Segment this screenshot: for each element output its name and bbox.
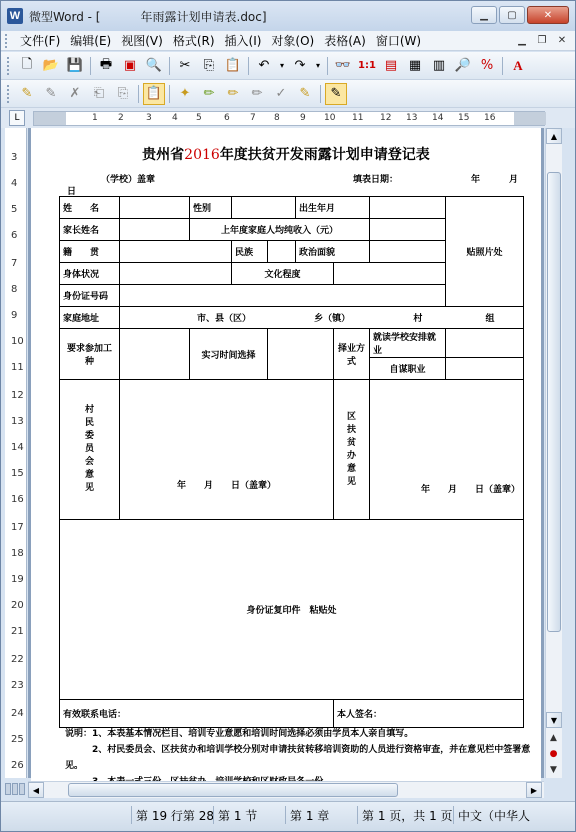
internship-field[interactable]: [268, 329, 334, 380]
application-form-table: [59, 196, 524, 728]
print-preview-icon[interactable]: 🔍: [145, 58, 163, 73]
delete-doc-icon[interactable]: ✗: [69, 86, 81, 101]
vruler-number: 13: [11, 416, 24, 427]
maximize-button[interactable]: ▢: [499, 6, 525, 24]
status-language: 中文（中华人: [453, 806, 563, 824]
star-pen-icon[interactable]: ✦: [179, 86, 191, 101]
status-bar: [1, 801, 575, 831]
status-position: 第 19 行第 28: [131, 806, 211, 824]
scroll-right-button[interactable]: ▶: [526, 782, 542, 798]
edit-doc-icon[interactable]: ✎: [45, 86, 57, 101]
scroll-up-button[interactable]: ▲: [546, 128, 562, 144]
horizontal-scroll-thumb[interactable]: [68, 783, 398, 797]
ruler-number: 8: [274, 113, 280, 123]
prev-page-icon[interactable]: ▲: [550, 732, 557, 743]
close-button[interactable]: ✕: [527, 6, 569, 24]
format-toolbar: [1, 80, 575, 108]
title-bar: [1, 1, 575, 31]
month-label: 月: [509, 175, 519, 185]
title-year: 2016: [184, 147, 220, 163]
view-buttons: [5, 783, 25, 795]
vruler-number: 19: [11, 574, 24, 585]
new-doc-icon[interactable]: 🗋: [21, 56, 33, 72]
ruler-number: 4: [172, 113, 178, 123]
view-icon[interactable]: ▦: [408, 58, 422, 73]
district-opinion-field[interactable]: [370, 380, 524, 520]
ruler-number: 5: [196, 113, 202, 123]
gender-label: 性别: [190, 197, 232, 219]
vruler-number: 26: [11, 760, 24, 771]
horizontal-scrollbar[interactable]: [28, 781, 544, 798]
health-label: 身体状况: [60, 263, 120, 285]
ruler-number: 11: [352, 113, 364, 123]
day-label: 日: [67, 187, 77, 197]
vruler-number: 4: [11, 178, 18, 189]
group-label: 组: [485, 314, 495, 324]
self-job-field[interactable]: [446, 358, 524, 380]
district-date-stamp: 年 月 日（盖章）: [421, 485, 521, 495]
document-title: 年雨露计划申请表.doc]: [140, 9, 267, 24]
find-icon[interactable]: 👓: [334, 58, 352, 73]
town-label: 乡（镇）: [314, 314, 351, 324]
ruler-number: 1: [92, 113, 98, 123]
toolbar-separator: [502, 57, 503, 75]
vruler-number: 22: [11, 654, 24, 665]
native-field[interactable]: [120, 241, 232, 263]
normal-view-button[interactable]: [5, 783, 11, 795]
note-icon[interactable]: ✎: [299, 86, 311, 101]
menu-file[interactable]: 文件(F): [20, 34, 61, 48]
menu-bar: [1, 31, 575, 51]
standard-toolbar: [1, 52, 575, 80]
phone-label[interactable]: 有效联系电话：: [60, 700, 334, 728]
toolbar-grip[interactable]: [7, 57, 11, 75]
gender-field[interactable]: [232, 197, 296, 219]
ruler-number: 6: [224, 113, 230, 123]
outline-view-button[interactable]: [19, 783, 25, 795]
culture-label: 文化程度: [232, 263, 334, 285]
ethnic-label: 民族: [232, 241, 268, 263]
document-page[interactable]: [31, 128, 541, 788]
next-doc-icon[interactable]: ⎘: [117, 86, 129, 101]
menu-object[interactable]: 对象(O): [271, 34, 315, 48]
vruler-number: 5: [11, 204, 18, 215]
status-blank: [15, 806, 131, 824]
print-icon[interactable]: 🖶: [99, 56, 113, 72]
vruler-number: 23: [11, 680, 24, 691]
address-label: 家庭地址: [60, 307, 120, 329]
toolbar-separator: [320, 85, 321, 103]
address-field[interactable]: [120, 307, 524, 329]
horizontal-ruler[interactable]: [33, 111, 545, 126]
id-no-field[interactable]: [120, 285, 446, 307]
ruler-number: 15: [458, 113, 470, 123]
toolbar-separator: [327, 57, 328, 75]
vertical-scroll-thumb[interactable]: [547, 172, 561, 632]
id-no-label: 身份证号码: [60, 285, 120, 307]
vruler-number: 24: [11, 708, 24, 719]
redo-icon[interactable]: ↷: [294, 58, 306, 73]
zoom-icon[interactable]: 🔎: [454, 58, 472, 73]
ruler-row: [1, 108, 575, 128]
doc-minimize-button[interactable]: ▁: [518, 35, 526, 46]
copy-icon[interactable]: ⎘: [203, 58, 215, 73]
status-section: 第 1 节: [213, 806, 283, 824]
pdf-icon[interactable]: ▣: [123, 58, 137, 73]
status-chapter: 第 1 章: [285, 806, 357, 824]
menu-insert[interactable]: 插入(I): [224, 34, 262, 48]
check-pen-icon[interactable]: ✓: [275, 86, 287, 101]
culture-field[interactable]: [334, 263, 446, 285]
prev-doc-icon[interactable]: ⎗: [93, 86, 105, 101]
vruler-number: 3: [11, 152, 18, 163]
title-text: 贵州省: [142, 147, 185, 163]
paste-icon[interactable]: 📋: [224, 58, 242, 73]
font-color-icon[interactable]: A: [513, 57, 523, 73]
self-job-label: 自谋职业: [370, 358, 446, 380]
village-date-stamp: 年 月 日（盖章）: [176, 481, 276, 491]
toolbar-separator: [138, 85, 139, 103]
toolbar-separator: [248, 57, 249, 75]
political-field[interactable]: [370, 241, 446, 263]
fill-date-label: 填表日期：: [353, 175, 399, 185]
minimize-button[interactable]: ▁: [471, 6, 497, 24]
ruler-number: 16: [484, 113, 496, 123]
tab-stop-selector[interactable]: L: [9, 110, 25, 126]
vruler-number: 18: [11, 548, 24, 559]
menu-view[interactable]: 视图(V): [121, 34, 163, 48]
ruler-right-margin: [514, 112, 546, 125]
browse-object-icon[interactable]: ●: [549, 748, 558, 759]
note-2: 2、村民委员会、区扶贫办和培训学校分别对申请扶贫转移培训资助的人员进行资格审查，并在意见栏中签署意见。: [65, 745, 531, 771]
vruler-number: 8: [11, 284, 18, 295]
school-job-field[interactable]: [446, 329, 524, 358]
name-field[interactable]: [120, 197, 190, 219]
head-name-label: 家长姓名: [60, 219, 120, 241]
year-label: 年: [471, 175, 481, 185]
note-1: 说明：1、本表基本情况栏目、培训专业意愿和培训时间选择必须由学员本人亲自填写。: [65, 729, 414, 739]
ruler-number: 7: [250, 113, 256, 123]
redo-dropdown-icon[interactable]: ▾: [315, 61, 320, 70]
eraser-icon[interactable]: ✏: [251, 86, 263, 101]
track-changes-icon[interactable]: ✎: [325, 83, 347, 105]
vruler-number: 16: [11, 494, 24, 505]
birth-field[interactable]: [370, 197, 446, 219]
insert-table-icon[interactable]: ▤: [384, 58, 398, 73]
political-label: 政治面貌: [296, 241, 370, 263]
toolbar-separator: [169, 85, 170, 103]
income-label: 上年度家庭人均纯收入（元）: [190, 219, 370, 241]
word-app-icon[interactable]: W: [7, 8, 23, 24]
vruler-number: 25: [11, 734, 24, 745]
training-req-field[interactable]: [120, 329, 190, 380]
vruler-number: 21: [11, 626, 24, 637]
vruler-number: 6: [11, 230, 18, 241]
status-pages: 第 1 页，共 1 页: [357, 806, 453, 824]
ruler-number: 12: [380, 113, 392, 123]
page-setup-icon[interactable]: 1:1: [358, 60, 376, 71]
health-field[interactable]: [120, 263, 232, 285]
marker-icon[interactable]: ✏: [203, 86, 215, 101]
ruler-number: 13: [406, 113, 418, 123]
vruler-number: 12: [11, 390, 24, 401]
edit-pencil-icon[interactable]: ✎: [21, 86, 33, 101]
id-copy-area[interactable]: 身份证复印件 粘贴处: [60, 520, 524, 700]
school-job-label: 就读学校安排就业: [370, 329, 446, 358]
vruler-number: 15: [11, 468, 24, 479]
scroll-left-button[interactable]: ◀: [28, 782, 44, 798]
clipboard-icon[interactable]: 📋: [143, 83, 165, 105]
vruler-number: 20: [11, 600, 24, 611]
income-field[interactable]: [370, 219, 446, 241]
vruler-number: 11: [11, 362, 24, 373]
form-title: [31, 144, 541, 164]
menu-grip[interactable]: [5, 34, 11, 48]
ruler-number: 9: [300, 113, 306, 123]
menu-edit[interactable]: 编辑(E): [70, 34, 112, 48]
district-opinion-label: [334, 380, 370, 520]
next-page-icon[interactable]: ▼: [550, 764, 557, 775]
scroll-down-button[interactable]: ▼: [546, 712, 562, 728]
doc-restore-button[interactable]: ❐: [537, 35, 547, 46]
open-folder-icon[interactable]: 📂: [42, 58, 60, 73]
photo-area[interactable]: 贴照片处: [446, 197, 524, 307]
cut-icon[interactable]: ✂: [179, 58, 191, 73]
ethnic-field[interactable]: [268, 241, 296, 263]
village-opinion-text: 村民委员会意见: [84, 405, 94, 493]
undo-dropdown-icon[interactable]: ▾: [279, 61, 284, 70]
city-label: 市、县（区）: [197, 314, 252, 324]
vertical-ruler[interactable]: [5, 128, 27, 778]
head-name-field[interactable]: [120, 219, 190, 241]
toolbar-separator: [90, 57, 91, 75]
undo-icon[interactable]: ↶: [258, 58, 270, 73]
unlink-icon[interactable]: %: [480, 58, 494, 73]
save-icon[interactable]: 💾: [66, 58, 84, 73]
vruler-number: 14: [11, 442, 24, 453]
ruler-number: 10: [324, 113, 336, 123]
document-area[interactable]: [28, 128, 544, 778]
village-label: 村: [413, 314, 423, 324]
toolbar-grip[interactable]: [7, 85, 11, 103]
ruler-number: 2: [118, 113, 124, 123]
ruler-left-margin: [34, 112, 66, 125]
ruler-number: 3: [146, 113, 152, 123]
menu-format[interactable]: 格式(R): [172, 34, 215, 48]
training-req-label: 要求参加工种: [60, 329, 120, 380]
internship-label: 实习时间选择: [190, 329, 268, 380]
school-stamp-label: （学校）盖章: [101, 175, 156, 185]
district-opinion-text: 区扶贫办意见: [346, 411, 356, 487]
doc-close-button[interactable]: ✕: [557, 35, 567, 46]
menu-table[interactable]: 表格(A): [324, 34, 366, 48]
village-opinion-label: [60, 380, 120, 520]
page-view-button[interactable]: [12, 783, 18, 795]
job-mode-label: 择业方式: [334, 329, 370, 380]
village-opinion-field[interactable]: [120, 380, 334, 520]
vertical-scrollbar[interactable]: [545, 128, 562, 778]
menu-window[interactable]: 窗口(W): [375, 34, 422, 48]
ruler-number: 14: [432, 113, 444, 123]
vruler-number: 17: [11, 522, 24, 533]
vruler-number: 9: [11, 310, 18, 321]
signature-label[interactable]: 本人签名：: [334, 700, 524, 728]
app-title: 微型Word - [: [29, 9, 101, 24]
birth-label: 出生年月: [296, 197, 370, 219]
native-label: 籍 贯: [60, 241, 120, 263]
highlighter-icon[interactable]: ✏: [227, 86, 239, 101]
title-text: 年度扶贫开发雨露计划申请登记表: [219, 147, 430, 163]
vruler-number: 7: [11, 258, 18, 269]
toolbar-separator: [169, 57, 170, 75]
layout-icon[interactable]: ▥: [432, 58, 446, 73]
vruler-number: 10: [11, 336, 24, 347]
name-label: 姓 名: [60, 197, 120, 219]
